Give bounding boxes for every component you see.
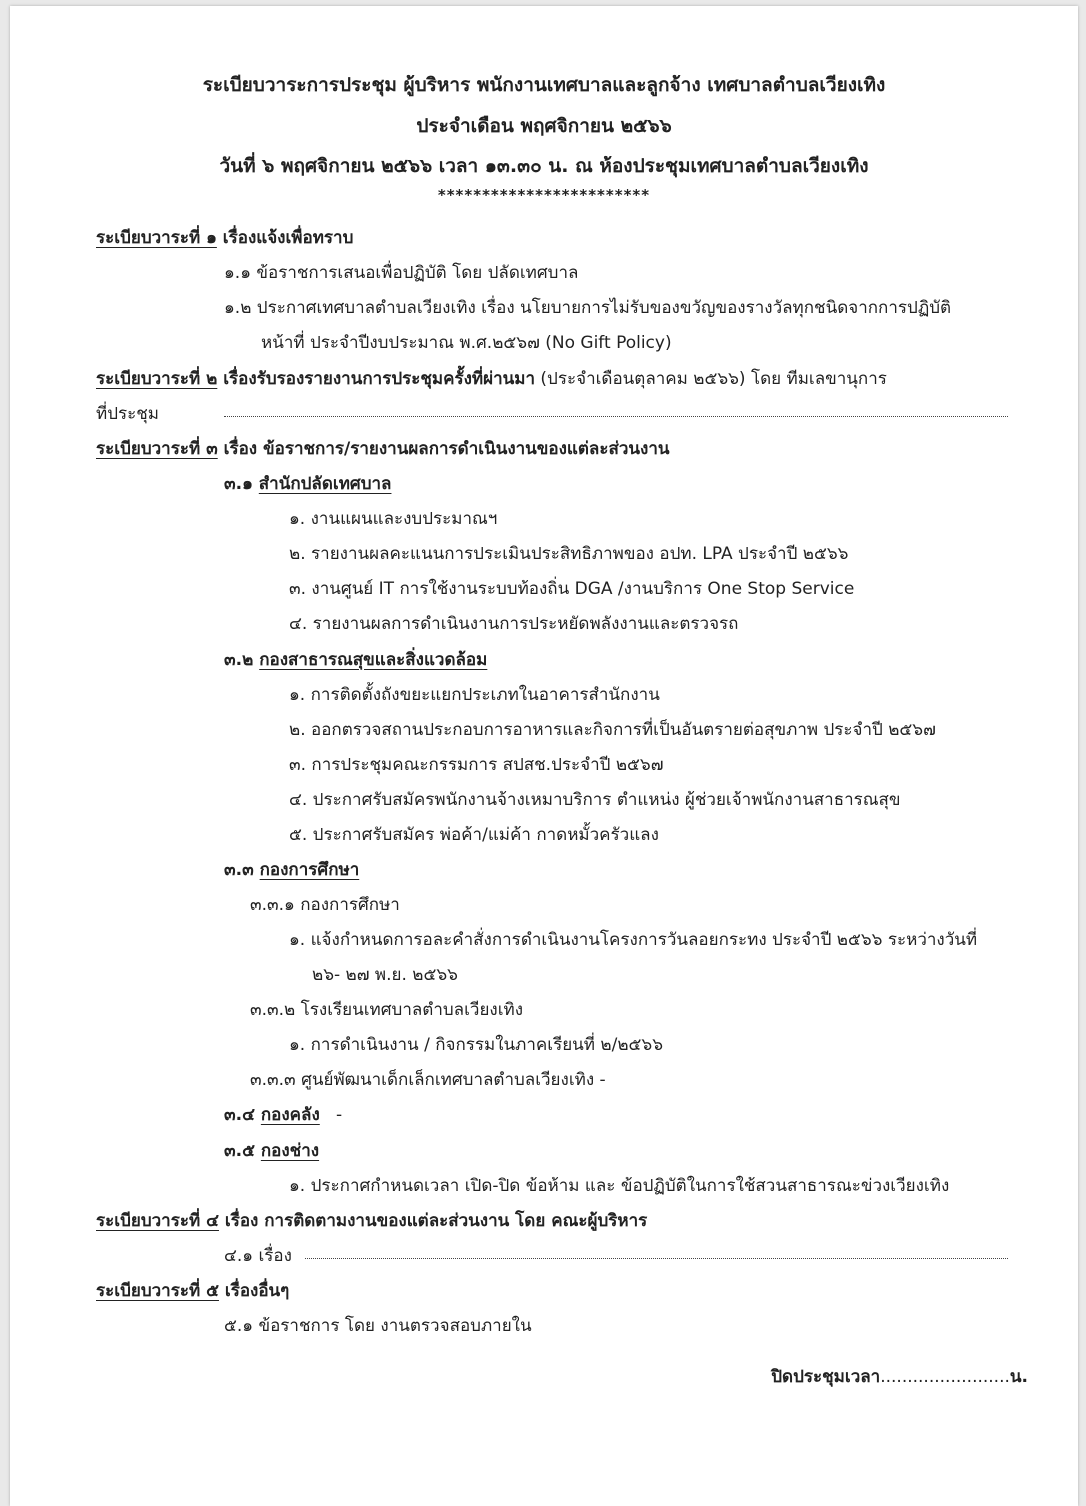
section-3-3-3-heading: ๓.๓.๓ ศูนย์พัฒนาเด็กเล็กเทศบาลตำบลเวียงเทิง -: [250, 1070, 606, 1090]
agenda-5-heading: [96, 1277, 289, 1304]
section-3-2-name: กองสาธารณสุขและสิ่งแวดล้อม: [259, 650, 488, 670]
agenda-5-title: เรื่องอื่นๆ: [218, 1281, 290, 1301]
document-page: [10, 6, 1078, 1506]
agenda-1-item-1: ๑.๑ ข้อราชการเสนอเพื่อปฏิบัติ โดย ปลัดเทศบาล: [224, 263, 579, 283]
section-3-2-item-3: ๓. การประชุมคณะกรรมการ สปสช.ประจำปี ๒๕๖๗: [289, 755, 664, 775]
section-3-3-1-heading: ๓.๓.๑ กองการศึกษา: [250, 895, 400, 915]
section-3-1-item-2: ๒. รายงานผลคะแนนการประเมินประสิทธิภาพของ อปท. LPA ประจำปี ๒๕๖๖: [289, 544, 849, 564]
agenda-2-detail: (ประจำเดือนตุลาคม ๒๕๖๖) โดย ทีมเลขานุการ: [535, 369, 887, 389]
section-3-3-2-item-1: ๑. การดำเนินงาน / กิจกรรมในภาคเรียนที่ ๒/๒๕๖๖: [289, 1035, 663, 1055]
document-title-line-3: วันที่ ๖ พฤศจิกายน ๒๕๖๖ เวลา ๑๓.๓๐ น. ณ ห้องประชุมเทศบาลตำบลเวียงเทิง: [219, 155, 869, 177]
document-title-line-2: ประจำเดือน พฤศจิกายน ๒๕๖๖: [416, 115, 672, 137]
closing-dots: ........................: [880, 1367, 1010, 1387]
agenda-4-label: ระเบียบวาระที่ ๔: [96, 1211, 219, 1231]
section-3-5-name: กองช่าง: [260, 1141, 320, 1161]
agenda-1-item-2-line-2: หน้าที่ ประจำปีงบประมาณ พ.ศ.๒๕๖๗ (No Gift Policy): [261, 333, 672, 353]
closing-suffix: น.: [1009, 1367, 1028, 1387]
agenda-2-heading: [96, 365, 887, 392]
section-3-3-1-item-1-line-2: ๒๖- ๒๗ พ.ย. ๒๕๖๖: [312, 965, 458, 985]
section-3-1-number: ๓.๑: [224, 474, 259, 494]
section-3-3-1-item-1-line-1: ๑. แจ้งกำหนดการอละคำสั่งการดำเนินงานโครงการวันลอยกระทง ประจำปี ๒๕๖๖ ระหว่างวันที่: [289, 930, 978, 950]
section-3-2-heading: [224, 646, 487, 673]
title-separator-stars: ************************: [437, 186, 651, 204]
agenda-4-dotted-line: [305, 1258, 1008, 1259]
section-3-2-item-2: ๒. ออกตรวจสถานประกอบการอาหารและกิจการที่เป็นอันตรายต่อสุขภาพ ประจำปี ๒๕๖๗: [289, 720, 936, 740]
agenda-2-title: เรื่องรับรองรายงานการประชุมครั้งที่ผ่านมา: [217, 369, 536, 389]
section-3-1-item-4: ๔. รายงานผลการดำเนินงานการประหยัดพลังงานและตรวจรถ: [289, 614, 739, 634]
agenda-1-heading: [96, 224, 353, 251]
section-3-3-number: ๓.๓: [224, 860, 260, 880]
section-3-2-item-1: ๑. การติดตั้งถังขยะแยกประเภทในอาคารสำนักงาน: [289, 685, 660, 705]
agenda-5-label: ระเบียบวาระที่ ๕: [96, 1281, 219, 1301]
section-3-4-dash: -: [319, 1105, 343, 1125]
agenda-2-continuation: ที่ประชุม: [96, 404, 160, 424]
section-3-3-2-heading: ๓.๓.๒ โรงเรียนเทศบาลตำบลเวียงเทิง: [250, 1000, 524, 1020]
agenda-1-item-2-line-1: ๑.๒ ประกาศเทศบาลตำบลเวียงเทิง เรื่อง นโยบายการไม่รับของขวัญของรางวัลทุกชนิดจากการปฏิบัติ: [224, 298, 952, 318]
document-title-line-1: ระเบียบวาระการประชุม ผู้บริหาร พนักงานเทศบาลและลูกจ้าง เทศบาลตำบลเวียงเทิง: [202, 74, 886, 96]
section-3-1-heading: [224, 470, 391, 497]
agenda-2-dotted-line: [224, 416, 1008, 417]
section-3-3-heading: [224, 856, 359, 883]
section-3-4-heading: [224, 1101, 342, 1128]
closing-prefix: ปิดประชุมเวลา: [771, 1367, 881, 1387]
section-3-1-item-1: ๑. งานแผนและงบประมาณฯ: [289, 509, 498, 529]
section-3-4-name: กองคลัง: [260, 1105, 320, 1125]
agenda-1-title: เรื่องแจ้งเพื่อทราบ: [216, 228, 354, 248]
agenda-4-item-1: ๔.๑ เรื่อง: [224, 1246, 292, 1266]
section-3-5-item-1: ๑. ประกาศกำหนดเวลา เปิด-ปิด ข้อห้าม และ ข้อปฏิบัติในการใช้สวนสาธารณะข่วงเวียงเทิง: [289, 1176, 950, 1196]
agenda-3-title: เรื่อง ข้อราชการ/รายงานผลการดำเนินงานของแต่ละส่วนงาน: [217, 439, 670, 459]
agenda-1-label: ระเบียบวาระที่ ๑: [96, 228, 217, 248]
agenda-5-item-1: ๕.๑ ข้อราชการ โดย งานตรวจสอบภายใน: [224, 1316, 532, 1336]
agenda-3-heading: [96, 435, 669, 462]
section-3-1-name: สำนักปลัดเทศบาล: [258, 474, 392, 494]
agenda-4-title: เรื่อง การติดตามงานของแต่ละส่วนงาน โดย คณะผู้บริหาร: [218, 1211, 648, 1231]
section-3-4-number: ๓.๔: [224, 1105, 261, 1125]
section-3-3-name: กองการศึกษา: [259, 860, 360, 880]
section-3-2-item-5: ๕. ประกาศรับสมัคร พ่อค้า/แม่ค้า กาดหมั้วครัวแลง: [289, 825, 659, 845]
agenda-2-label: ระเบียบวาระที่ ๒: [96, 369, 218, 389]
section-3-5-heading: [224, 1137, 319, 1164]
agenda-3-label: ระเบียบวาระที่ ๓: [96, 439, 218, 459]
agenda-4-heading: [96, 1207, 647, 1234]
section-3-5-number: ๓.๕: [224, 1141, 261, 1161]
section-3-2-item-4: ๔. ประกาศรับสมัครพนักงานจ้างเหมาบริการ ตำแหน่ง ผู้ช่วยเจ้าพนักงานสาธารณสุข: [289, 790, 901, 810]
section-3-2-number: ๓.๒: [224, 650, 260, 670]
closing-time-line: [771, 1363, 1028, 1390]
section-3-1-item-3: ๓. งานศูนย์ IT การใช้งานระบบท้องถิ่น DGA /งานบริการ One Stop Service: [289, 579, 855, 599]
